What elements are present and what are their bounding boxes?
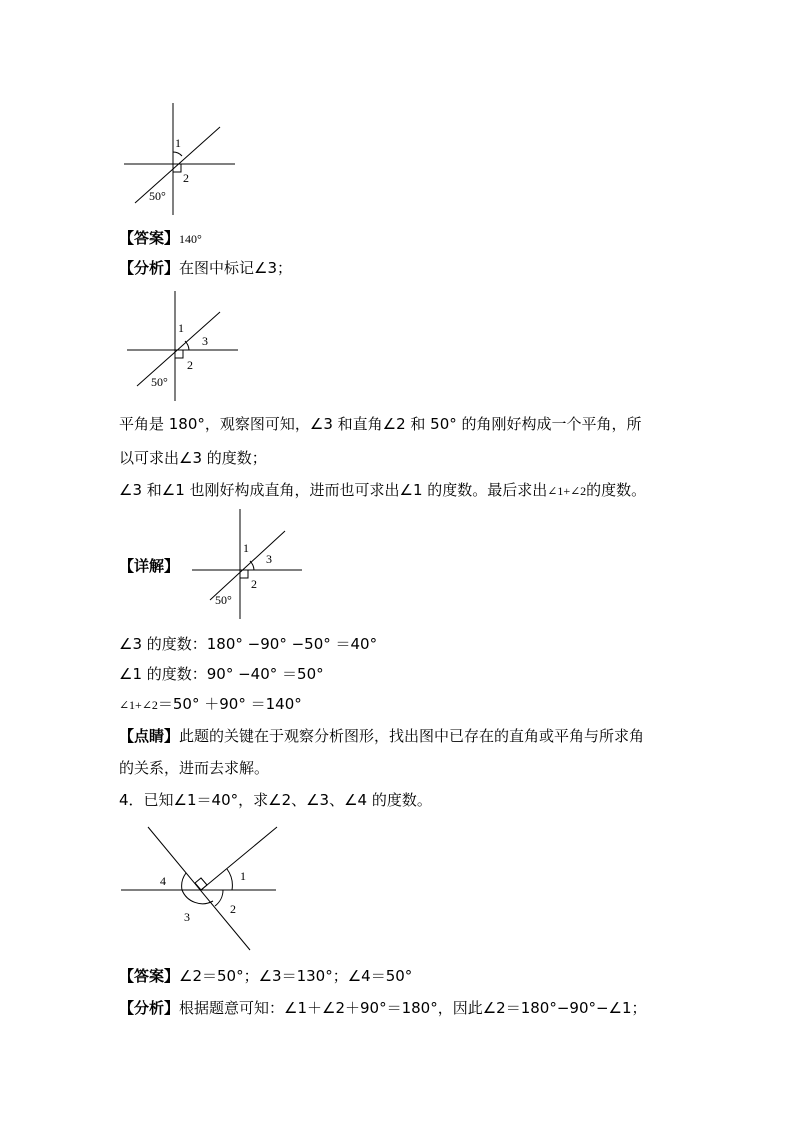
label-2: 2 <box>251 577 257 591</box>
comment-2: 的关系，进而去求解。 <box>119 759 270 777</box>
paragraph-3-text: ∠3 和∠1 也刚好构成直角，进而也可求出∠1 的度数。最后求出 <box>119 481 548 499</box>
formula: ∠1+∠2 <box>119 698 158 712</box>
label-2: 2 <box>187 358 193 372</box>
analysis-4 <box>119 998 647 1018</box>
calc-2: ∠1 的度数：90° −40° ＝50° <box>119 665 324 683</box>
comment-text: 此题的关键在于观察分析图形，找出图中已存在的直角或平角与所求角 <box>179 727 645 745</box>
angle-3-arc <box>182 890 213 904</box>
analysis-text: 根据题意可知：∠1＋∠2＋90°＝180°，因此∠2＝180°−90°−∠1； <box>179 999 647 1017</box>
descending-line <box>148 827 250 950</box>
label-3: 3 <box>266 552 272 566</box>
answer-value: 140° <box>179 232 202 246</box>
paragraph-3-end: 的度数。 <box>586 481 647 499</box>
answer-4 <box>119 966 412 986</box>
paragraph-1: 平角是 180°，观察图可知，∠3 和直角∠2 和 50° 的角刚好构成一个平角，所 <box>119 415 642 433</box>
label-1: 1 <box>243 541 249 555</box>
right-angle-mark <box>195 878 207 890</box>
angle-4-arc <box>182 873 186 890</box>
paragraph-3 <box>119 480 646 501</box>
label-4: 4 <box>160 874 166 888</box>
angle-1-arc <box>173 152 182 156</box>
angle-1-arc <box>227 869 232 890</box>
label-50: 50° <box>151 375 168 389</box>
calc-3-rest: ＝50° ＋90° ＝140° <box>157 695 302 713</box>
label-50: 50° <box>149 189 166 203</box>
label-3: 3 <box>184 910 190 924</box>
answer-text: ∠2＝50°；∠3＝130°；∠4＝50° <box>179 967 413 985</box>
label-3: 3 <box>202 334 208 348</box>
calc-1: ∠3 的度数：180° −90° −50° ＝40° <box>119 635 378 653</box>
comment-tag: 【点睛】 <box>119 727 180 745</box>
figure-1 <box>120 100 250 218</box>
label-2: 2 <box>230 902 236 916</box>
analysis-tag: 【分析】 <box>119 259 180 277</box>
label-1: 1 <box>175 136 181 150</box>
angle-2-arc <box>215 890 223 906</box>
label-1: 1 <box>178 321 184 335</box>
angle-3-arc <box>250 561 254 570</box>
calc-3 <box>119 694 302 715</box>
ascending-line <box>201 827 277 890</box>
question-4: 4．已知∠1＝40°，求∠2、∠3、∠4 的度数。 <box>119 791 432 809</box>
angle-3-arc <box>185 341 189 350</box>
answer-tag: 【答案】 <box>119 229 180 247</box>
analysis-tag: 【分析】 <box>119 999 180 1017</box>
figure-3 <box>188 506 318 624</box>
formula: ∠1+∠2 <box>547 484 587 498</box>
figure-4 <box>119 822 284 957</box>
label-2: 2 <box>183 171 189 185</box>
comment-1 <box>119 726 644 746</box>
label-1: 1 <box>240 869 246 883</box>
detail-tag: 【详解】 <box>119 557 180 575</box>
analysis-text: 在图中标记∠3； <box>179 259 293 277</box>
answer-tag: 【答案】 <box>119 967 180 985</box>
paragraph-2: 以可求出∠3 的度数； <box>119 449 267 467</box>
answer-1 <box>119 228 202 249</box>
analysis-1 <box>119 258 292 278</box>
figure-2 <box>120 288 250 406</box>
label-50: 50° <box>215 593 232 607</box>
